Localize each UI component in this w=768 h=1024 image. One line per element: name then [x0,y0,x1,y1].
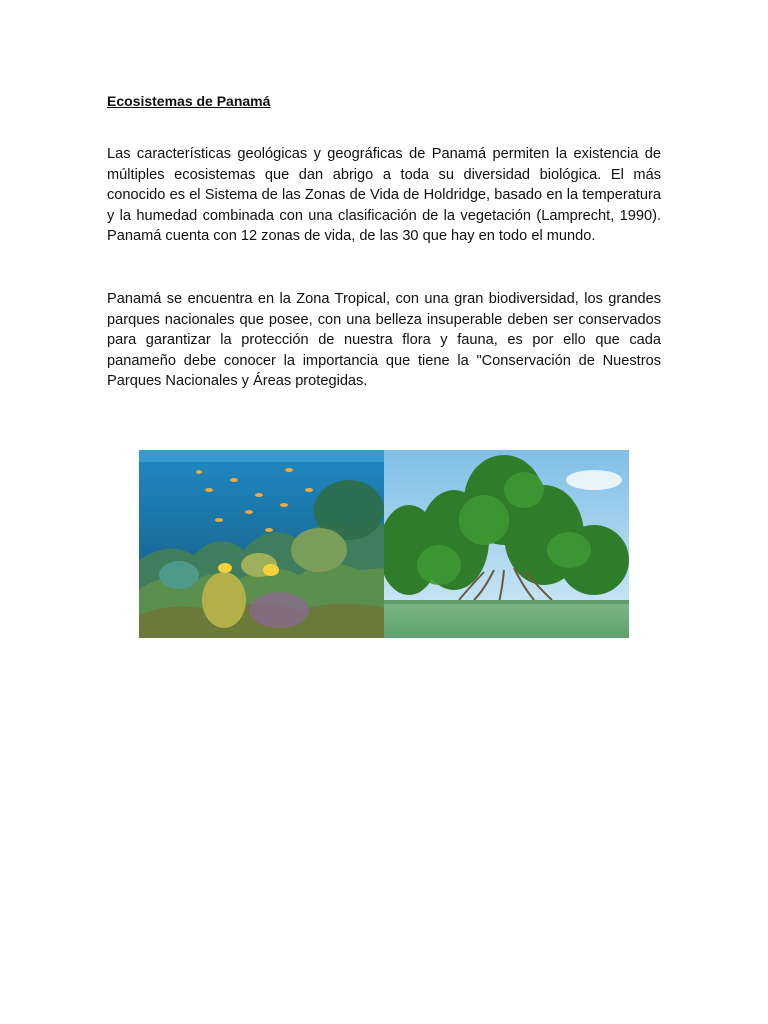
paragraph-2: Panamá se encuentra en la Zona Tropical, con una gran biodiversidad, los grandes parques nacionales que posee, con una belleza insuperable deben ser conservados para garantizar la protección de nuestra flora y fauna, es por ello que cada panameño debe conocer la importancia que tiene la "Conservación de Nuestros Parques Nacionales y Áreas protegidas. [107,290,661,390]
ecosystem-photos [139,450,629,638]
mangrove-photo [384,450,629,638]
paragraph-1: Las características geológicas y geográficas de Panamá permiten la existencia de múltiples ecosistemas que dan abrigo a toda su diversidad biológica. El más conocido es el Sistema de las Zonas de Vida de Holdridge, basado en la temperatura y la humedad combinada con una clasificación de la vegetación (Lamprecht, 1990). Panamá cuenta con 12 zonas de vida, de las 30 que hay en todo el mundo. [107,146,661,245]
document-page [107,92,661,392]
coral-reef-photo [139,450,384,638]
document-title: Ecosistemas de Panamá [107,93,271,109]
